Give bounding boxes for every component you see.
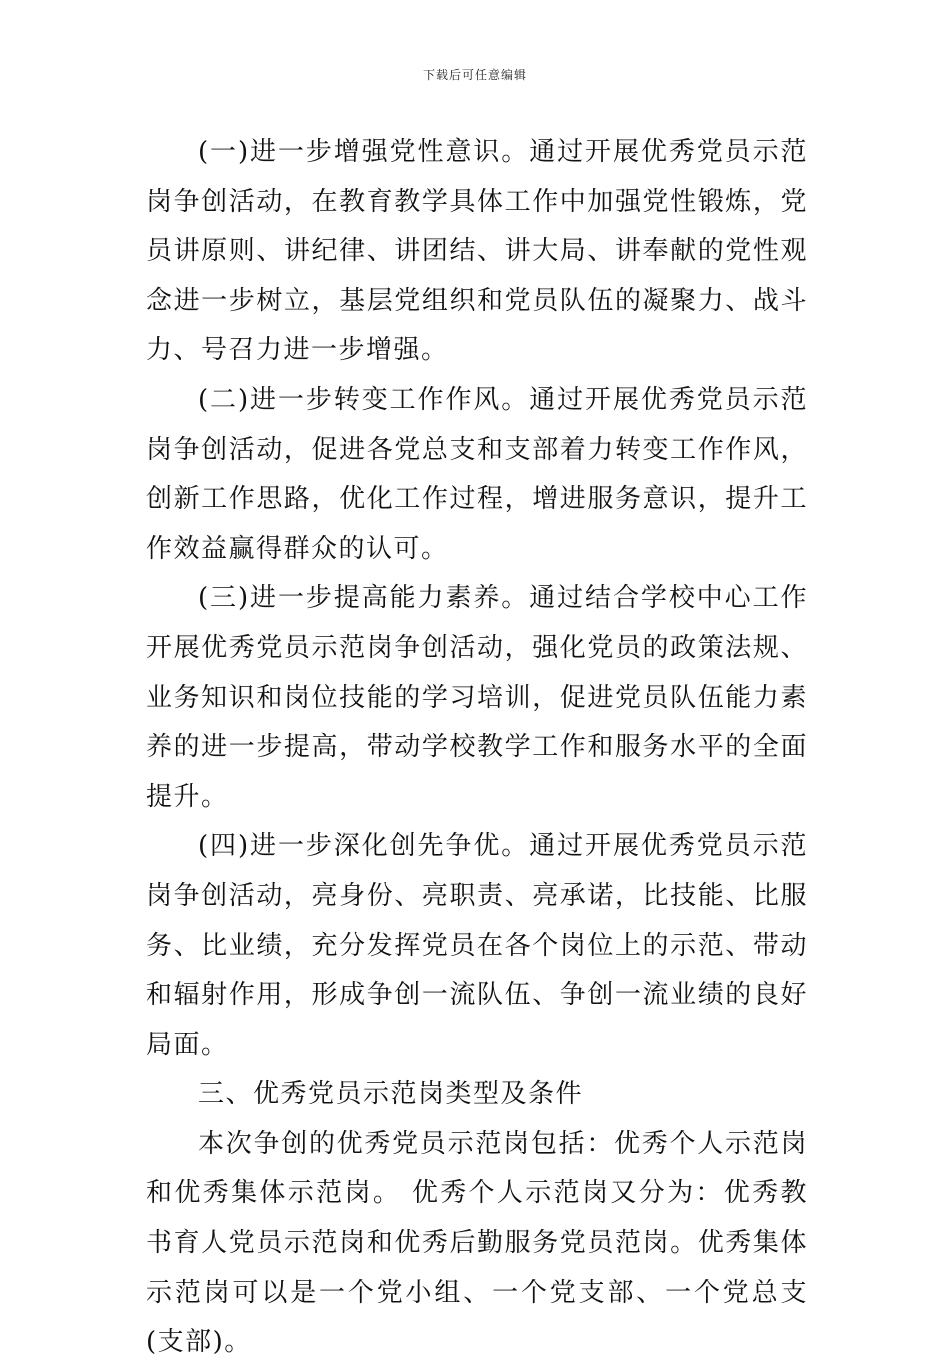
section-paragraph: 本次争创的优秀党员示范岗包括：优秀个人示范岗和优秀集体示范岗。 优秀个人示范岗又分为：优秀教书育人党员示范岗和优秀后勤服务党员范岗。优秀集体示范岗可以是一个党小组、一个党支部、一个党总支(支部)。 [146,1128,808,1358]
page-header: 下载后可任意编辑 [422,68,527,82]
paragraph-2: (二)进一步转变工作作风。通过开展优秀党员示范岗争创活动，促进各党总支和支部着力转变工作作风，创新工作思路，优化工作过程，增进服务意识，提升工作效益赢得群众的认可。 [146,384,808,564]
section-heading: 三、优秀党员示范岗类型及条件 [198,1079,584,1110]
paragraph-3: (三)进一步提高能力素养。通过结合学校中心工作开展优秀党员示范岗争创活动，强化党员的政策法规、业务知识和岗位技能的学习培训，促进党员队伍能力素养的进一步提高，带动学校教学工作和服务水平的全面提升。 [146,583,808,812]
paragraph-4: (四)进一步深化创先争优。通过开展优秀党员示范岗争创活动，亮身份、亮职责、亮承诺，比技能、比服务、比业绩，充分发挥党员在各个岗位上的示范、带动和辐射作用，形成争创一流队伍、争创一流业绩的良好局面。 [146,831,808,1060]
document-body [146,128,808,1368]
paragraph-1: (一)进一步增强党性意识。通过开展优秀党员示范岗争创活动，在教育教学具体工作中加强党性锻炼，党员讲原则、讲纪律、讲团结、讲大局、讲奉献的党性观念进一步树立，基层党组织和党员队伍的凝聚力、战斗力、号召力进一步增强。 [146,137,808,366]
